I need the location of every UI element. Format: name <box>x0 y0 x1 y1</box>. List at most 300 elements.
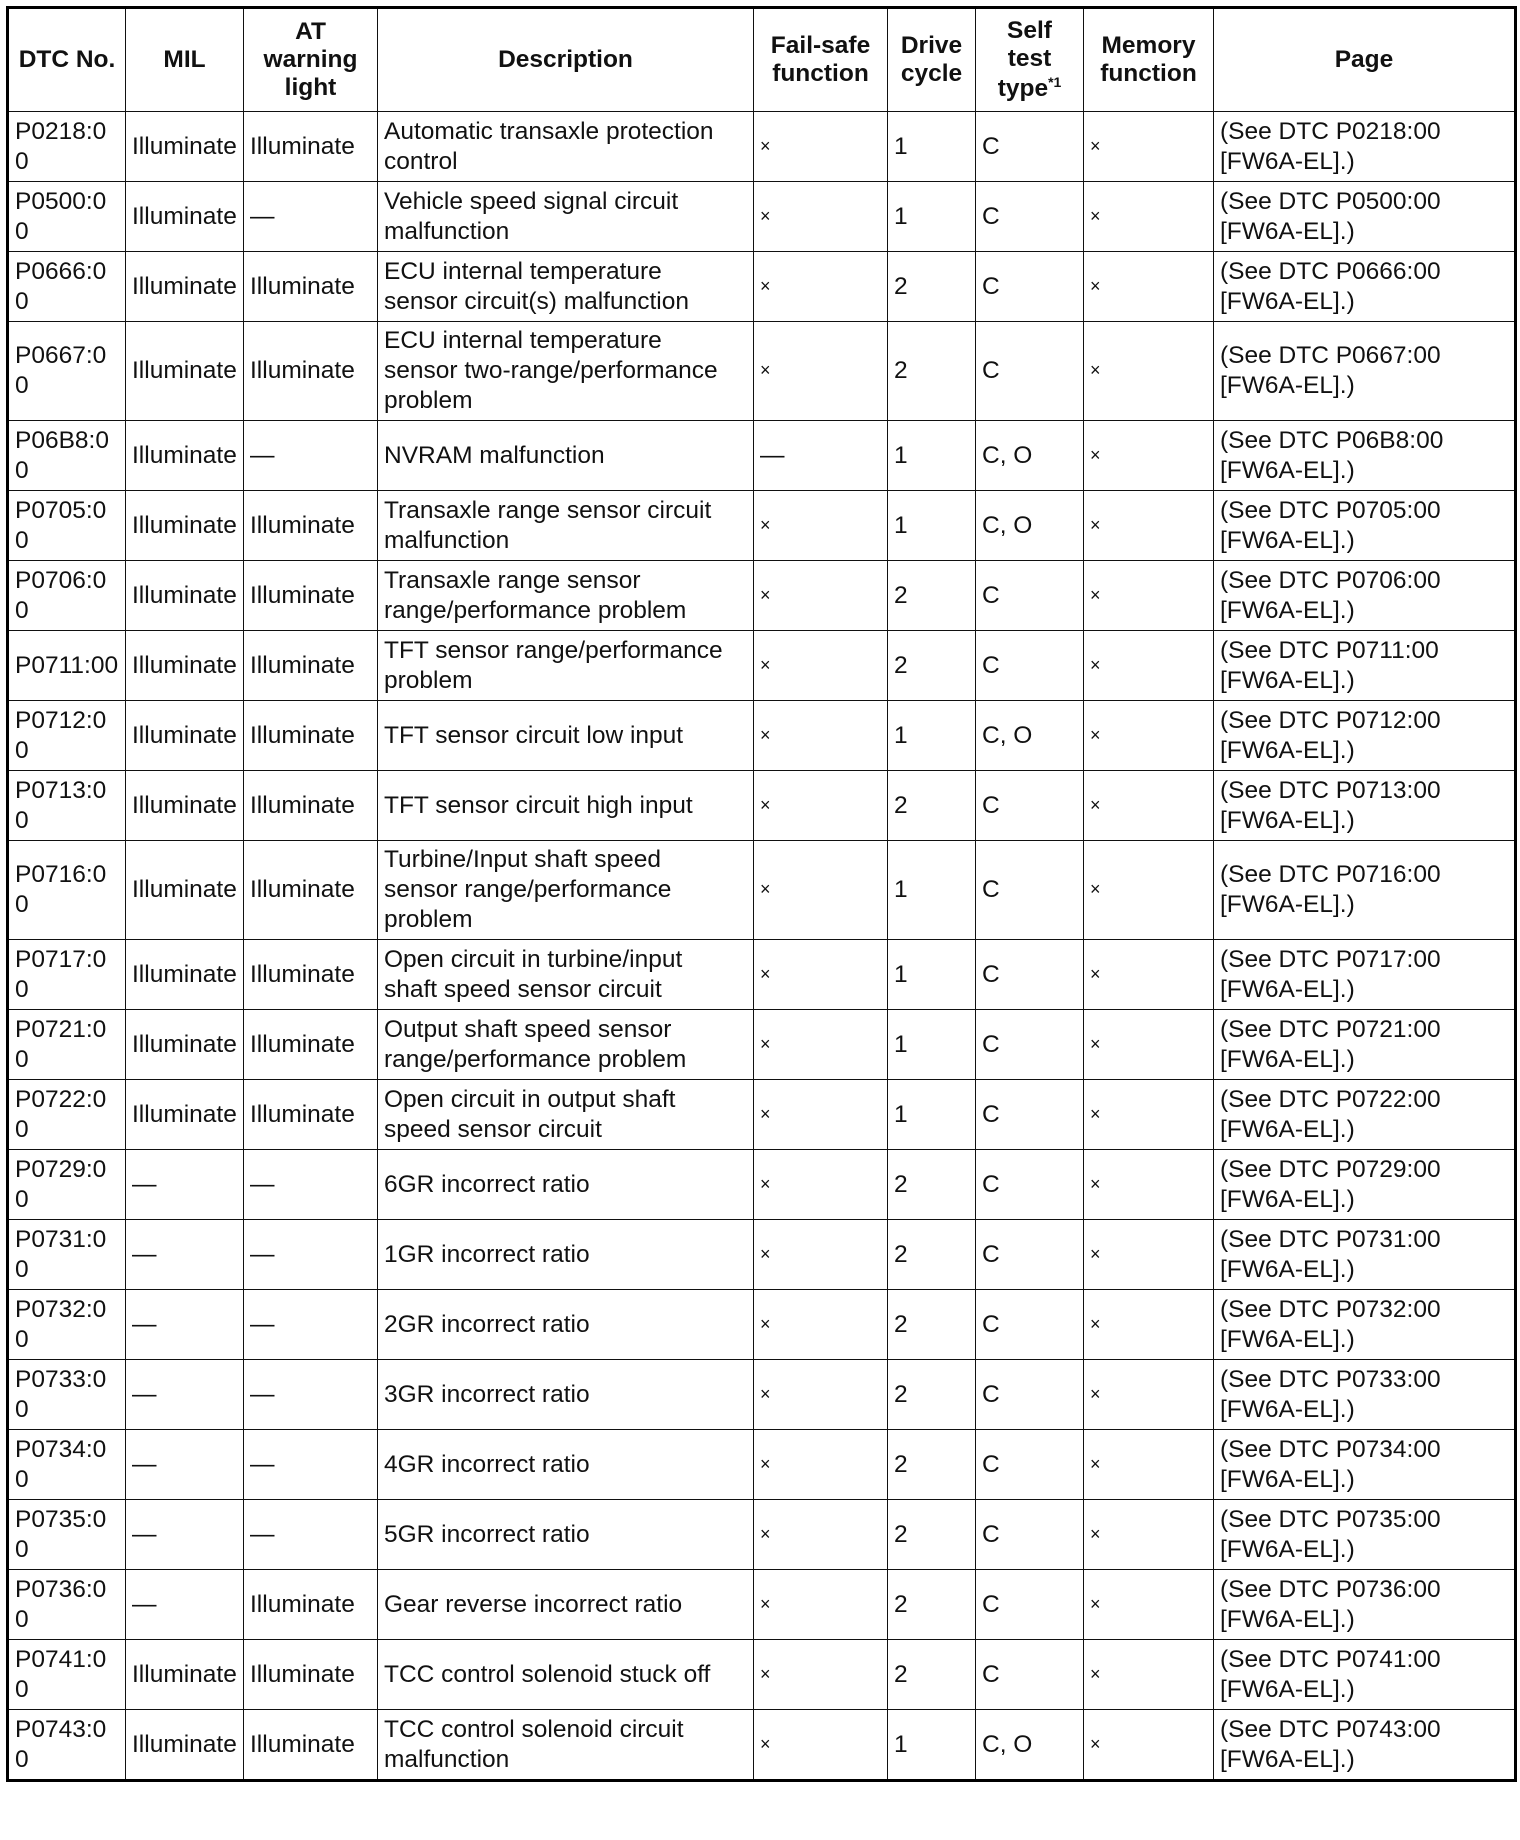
drive-cycle-cell: 1 <box>888 1710 976 1781</box>
page-reference-cell-line: [FW6A-EL].) <box>1220 147 1355 175</box>
drive-cycle-cell: 2 <box>888 322 976 421</box>
at-warning-light-cell: Illuminate <box>244 940 378 1010</box>
dtc-code-cell: P0500:00 <box>8 182 126 252</box>
drive-cycle-cell: 1 <box>888 701 976 771</box>
drive-cycle-cell: 2 <box>888 1430 976 1500</box>
at-warning-light-cell: — <box>244 1500 378 1570</box>
description-cell <box>378 1010 754 1080</box>
self-test-type-cell: C <box>976 1290 1084 1360</box>
description-cell-line: TCC control solenoid stuck off <box>384 1660 711 1688</box>
at-warning-light-cell: Illuminate <box>244 322 378 421</box>
description-cell-line: malfunction <box>384 217 510 245</box>
description-cell-line: 2GR incorrect ratio <box>384 1310 590 1338</box>
memory-function-cell: × <box>1084 771 1214 841</box>
page-reference-cell-line: [FW6A-EL].) <box>1220 1115 1355 1143</box>
at-warning-light-cell: Illuminate <box>244 841 378 940</box>
description-cell-line: speed sensor circuit <box>384 1115 602 1143</box>
table-row <box>8 1430 1516 1500</box>
dtc-code-cell: P0733:00 <box>8 1360 126 1430</box>
mil-cell: Illuminate <box>126 1640 244 1710</box>
at-warning-light-cell: — <box>244 1290 378 1360</box>
table-row <box>8 561 1516 631</box>
description-cell-line: Open circuit in output shaft <box>384 1085 676 1113</box>
page-reference-cell <box>1214 112 1516 182</box>
page-reference-cell <box>1214 1710 1516 1781</box>
description-cell-line: 5GR incorrect ratio <box>384 1520 590 1548</box>
page-reference-cell <box>1214 1360 1516 1430</box>
mil-cell: Illuminate <box>126 561 244 631</box>
drive-cycle-cell: 1 <box>888 182 976 252</box>
fail-safe-cell: × <box>754 1290 888 1360</box>
dtc-table-container <box>6 6 1514 1782</box>
description-cell <box>378 1150 754 1220</box>
at-warning-light-cell: Illuminate <box>244 252 378 322</box>
mil-cell: — <box>126 1570 244 1640</box>
description-cell-line: TCC control solenoid circuit <box>384 1715 684 1743</box>
drive-cycle-cell: 2 <box>888 561 976 631</box>
drive-cycle-cell: 2 <box>888 1570 976 1640</box>
memory-function-cell: × <box>1084 1360 1214 1430</box>
self-test-type-cell: C <box>976 1640 1084 1710</box>
page-reference-cell <box>1214 182 1516 252</box>
description-cell-line: problem <box>384 666 473 694</box>
page-reference-cell-line: [FW6A-EL].) <box>1220 975 1355 1003</box>
page-reference-cell-line: (See DTC P0729:00 <box>1220 1155 1441 1183</box>
description-cell-line: 4GR incorrect ratio <box>384 1450 590 1478</box>
fail-safe-cell: × <box>754 1360 888 1430</box>
page-reference-cell-line: (See DTC P0735:00 <box>1220 1505 1441 1533</box>
description-cell-line: ECU internal temperature <box>384 257 662 285</box>
at-warning-light-cell: Illuminate <box>244 1010 378 1080</box>
table-row <box>8 1010 1516 1080</box>
table-row <box>8 841 1516 940</box>
page-reference-cell-line: (See DTC P0721:00 <box>1220 1015 1441 1043</box>
memory-function-cell: × <box>1084 1150 1214 1220</box>
memory-function-cell: × <box>1084 1500 1214 1570</box>
fail-safe-cell: × <box>754 1220 888 1290</box>
page-reference-cell <box>1214 421 1516 491</box>
page-reference-cell-line: (See DTC P0722:00 <box>1220 1085 1441 1113</box>
page-reference-cell <box>1214 701 1516 771</box>
at-warning-light-cell: Illuminate <box>244 1080 378 1150</box>
memory-function-cell: × <box>1084 1080 1214 1150</box>
description-cell-line: Gear reverse incorrect ratio <box>384 1590 683 1618</box>
memory-function-cell: × <box>1084 1220 1214 1290</box>
mil-cell: Illuminate <box>126 252 244 322</box>
page-reference-cell <box>1214 322 1516 421</box>
mil-cell: Illuminate <box>126 421 244 491</box>
description-cell <box>378 491 754 561</box>
page-reference-cell-line: [FW6A-EL].) <box>1220 666 1355 694</box>
description-cell-line: Open circuit in turbine/input <box>384 945 683 973</box>
description-cell <box>378 940 754 1010</box>
table-row <box>8 631 1516 701</box>
fail-safe-cell: × <box>754 252 888 322</box>
self-test-type-cell: C <box>976 841 1084 940</box>
table-row <box>8 491 1516 561</box>
self-test-type-cell: C <box>976 1570 1084 1640</box>
table-row <box>8 182 1516 252</box>
at-warning-light-cell: Illuminate <box>244 1640 378 1710</box>
mil-cell: Illuminate <box>126 1710 244 1781</box>
page-reference-cell <box>1214 1640 1516 1710</box>
dtc-code-cell: P06B8:00 <box>8 421 126 491</box>
footnote-marker: *1 <box>1048 73 1062 90</box>
description-cell-line: sensor range/performance <box>384 876 672 904</box>
dtc-code-cell: P0711:00 <box>8 631 126 701</box>
mil-cell: Illuminate <box>126 491 244 561</box>
description-cell-line: range/performance problem <box>384 1045 687 1073</box>
mil-cell: Illuminate <box>126 1010 244 1080</box>
fail-safe-cell: × <box>754 1500 888 1570</box>
description-cell <box>378 1220 754 1290</box>
at-warning-light-cell: — <box>244 182 378 252</box>
fail-safe-cell: × <box>754 491 888 561</box>
mil-cell: Illuminate <box>126 182 244 252</box>
dtc-code-cell: P0729:00 <box>8 1150 126 1220</box>
dtc-code-cell: P0722:00 <box>8 1080 126 1150</box>
page-reference-cell-line: [FW6A-EL].) <box>1220 217 1355 245</box>
page-reference-cell <box>1214 1010 1516 1080</box>
table-row <box>8 1290 1516 1360</box>
table-row <box>8 1220 1516 1290</box>
self-test-type-cell: C <box>976 771 1084 841</box>
fail-safe-cell: × <box>754 1640 888 1710</box>
fail-safe-cell: × <box>754 940 888 1010</box>
page-reference-cell-line: (See DTC P0500:00 <box>1220 187 1441 215</box>
page-reference-cell-line: (See DTC P0706:00 <box>1220 566 1441 594</box>
mil-cell: Illuminate <box>126 631 244 701</box>
table-row <box>8 1360 1516 1430</box>
mil-cell: Illuminate <box>126 841 244 940</box>
description-cell-line: ECU internal temperature <box>384 327 662 355</box>
self-test-type-cell: C <box>976 182 1084 252</box>
header-memory-function: Memory function <box>1084 8 1214 112</box>
page-reference-cell-line: (See DTC P0716:00 <box>1220 861 1441 889</box>
description-cell <box>378 1360 754 1430</box>
page-reference-cell-line: [FW6A-EL].) <box>1220 1605 1355 1633</box>
header-page: Page <box>1214 8 1516 112</box>
mil-cell: — <box>126 1290 244 1360</box>
description-cell-line: range/performance problem <box>384 596 687 624</box>
table-row <box>8 1710 1516 1781</box>
header-description: Description <box>378 8 754 112</box>
description-cell <box>378 112 754 182</box>
drive-cycle-cell: 2 <box>888 1360 976 1430</box>
drive-cycle-cell: 2 <box>888 1500 976 1570</box>
drive-cycle-cell: 1 <box>888 421 976 491</box>
self-test-type-cell: C <box>976 112 1084 182</box>
dtc-code-cell: P0666:00 <box>8 252 126 322</box>
page-reference-cell-line: (See DTC P0717:00 <box>1220 945 1441 973</box>
table-row <box>8 771 1516 841</box>
drive-cycle-cell: 1 <box>888 940 976 1010</box>
self-test-type-cell: C <box>976 631 1084 701</box>
memory-function-cell: × <box>1084 182 1214 252</box>
mil-cell: — <box>126 1360 244 1430</box>
page-reference-cell-line: (See DTC P0741:00 <box>1220 1645 1441 1673</box>
page-reference-cell <box>1214 1220 1516 1290</box>
self-test-type-cell: C <box>976 1500 1084 1570</box>
memory-function-cell: × <box>1084 1570 1214 1640</box>
description-cell-line: Transaxle range sensor circuit <box>384 496 712 524</box>
page-reference-cell-line: [FW6A-EL].) <box>1220 1395 1355 1423</box>
description-cell-line: Turbine/Input shaft speed <box>384 846 661 874</box>
page-reference-cell-line: (See DTC P0712:00 <box>1220 706 1441 734</box>
description-cell-line: 3GR incorrect ratio <box>384 1380 590 1408</box>
page-reference-cell-line: [FW6A-EL].) <box>1220 1745 1355 1773</box>
description-cell-line: shaft speed sensor circuit <box>384 975 662 1003</box>
self-test-type-cell: C <box>976 1220 1084 1290</box>
memory-function-cell: × <box>1084 1430 1214 1500</box>
fail-safe-cell: — <box>754 421 888 491</box>
table-row <box>8 421 1516 491</box>
description-cell-line: TFT sensor circuit high input <box>384 791 693 819</box>
self-test-type-cell: C <box>976 1010 1084 1080</box>
at-warning-light-cell: Illuminate <box>244 491 378 561</box>
self-test-type-cell: C <box>976 322 1084 421</box>
dtc-code-cell: P0734:00 <box>8 1430 126 1500</box>
memory-function-cell: × <box>1084 841 1214 940</box>
at-warning-light-cell: Illuminate <box>244 1710 378 1781</box>
page-reference-cell-line: [FW6A-EL].) <box>1220 1255 1355 1283</box>
description-cell <box>378 252 754 322</box>
description-cell <box>378 701 754 771</box>
page-reference-cell-line: (See DTC P0218:00 <box>1220 117 1441 145</box>
page-reference-cell-line: (See DTC P0711:00 <box>1220 636 1439 664</box>
page-reference-cell-line: [FW6A-EL].) <box>1220 372 1355 399</box>
fail-safe-cell: × <box>754 322 888 421</box>
table-row <box>8 1150 1516 1220</box>
table-row <box>8 1080 1516 1150</box>
memory-function-cell: × <box>1084 631 1214 701</box>
description-cell <box>378 1640 754 1710</box>
page-reference-cell-line: [FW6A-EL].) <box>1220 456 1355 484</box>
dtc-code-cell: P0667:00 <box>8 322 126 421</box>
table-row <box>8 701 1516 771</box>
page-reference-cell <box>1214 491 1516 561</box>
fail-safe-cell: × <box>754 771 888 841</box>
drive-cycle-cell: 1 <box>888 491 976 561</box>
at-warning-light-cell: Illuminate <box>244 561 378 631</box>
drive-cycle-cell: 2 <box>888 1640 976 1710</box>
fail-safe-cell: × <box>754 1430 888 1500</box>
memory-function-cell: × <box>1084 1010 1214 1080</box>
table-row <box>8 1570 1516 1640</box>
page-reference-cell-line: (See DTC P0667:00 <box>1220 342 1441 370</box>
memory-function-cell: × <box>1084 112 1214 182</box>
page-reference-cell-line: [FW6A-EL].) <box>1220 1535 1355 1563</box>
page-reference-cell-line: (See DTC P0736:00 <box>1220 1575 1441 1603</box>
description-cell <box>378 1710 754 1781</box>
page-reference-cell-line: [FW6A-EL].) <box>1220 736 1355 764</box>
page-reference-cell-line: (See DTC P0731:00 <box>1220 1225 1441 1253</box>
memory-function-cell: × <box>1084 421 1214 491</box>
page-reference-cell <box>1214 940 1516 1010</box>
description-cell-line: 6GR incorrect ratio <box>384 1170 590 1198</box>
table-row <box>8 940 1516 1010</box>
table-row <box>8 322 1516 421</box>
at-warning-light-cell: — <box>244 1360 378 1430</box>
description-cell-line: problem <box>384 386 473 414</box>
description-cell-line: Transaxle range sensor <box>384 566 641 594</box>
self-test-type-cell: C, O <box>976 421 1084 491</box>
at-warning-light-cell: — <box>244 1220 378 1290</box>
description-cell <box>378 421 754 491</box>
dtc-code-cell: P0732:00 <box>8 1290 126 1360</box>
page-reference-cell <box>1214 1290 1516 1360</box>
page-reference-cell <box>1214 631 1516 701</box>
fail-safe-cell: × <box>754 701 888 771</box>
description-cell <box>378 841 754 940</box>
page-reference-cell <box>1214 1150 1516 1220</box>
self-test-type-cell: C <box>976 940 1084 1010</box>
header-at-warning-light: AT warning light <box>244 8 378 112</box>
dtc-table <box>6 6 1517 1782</box>
memory-function-cell: × <box>1084 1640 1214 1710</box>
page-reference-cell-line: [FW6A-EL].) <box>1220 1045 1355 1073</box>
fail-safe-cell: × <box>754 841 888 940</box>
page-reference-cell-line: [FW6A-EL].) <box>1220 526 1355 554</box>
fail-safe-cell: × <box>754 112 888 182</box>
at-warning-light-cell: — <box>244 1430 378 1500</box>
at-warning-light-cell: Illuminate <box>244 771 378 841</box>
drive-cycle-cell: 1 <box>888 841 976 940</box>
memory-function-cell: × <box>1084 940 1214 1010</box>
memory-function-cell: × <box>1084 561 1214 631</box>
page-reference-cell-line: [FW6A-EL].) <box>1220 1185 1355 1213</box>
mil-cell: Illuminate <box>126 112 244 182</box>
drive-cycle-cell: 2 <box>888 1290 976 1360</box>
self-test-type-cell: C <box>976 1080 1084 1150</box>
dtc-code-cell: P0743:00 <box>8 1710 126 1781</box>
page-reference-cell <box>1214 841 1516 940</box>
page-reference-cell <box>1214 771 1516 841</box>
description-cell <box>378 1500 754 1570</box>
at-warning-light-cell: — <box>244 1150 378 1220</box>
description-cell-line: TFT sensor range/performance <box>384 636 723 664</box>
drive-cycle-cell: 1 <box>888 1010 976 1080</box>
page-reference-cell <box>1214 561 1516 631</box>
page-reference-cell-line: [FW6A-EL].) <box>1220 891 1355 918</box>
dtc-code-cell: P0717:00 <box>8 940 126 1010</box>
drive-cycle-cell: 2 <box>888 771 976 841</box>
self-test-type-cell: C <box>976 561 1084 631</box>
description-cell-line: sensor two-range/performance <box>384 357 718 385</box>
mil-cell: Illuminate <box>126 940 244 1010</box>
description-cell-line: 1GR incorrect ratio <box>384 1240 590 1268</box>
drive-cycle-cell: 1 <box>888 1080 976 1150</box>
self-test-type-cell: C, O <box>976 491 1084 561</box>
dtc-code-cell: P0712:00 <box>8 701 126 771</box>
at-warning-light-cell: Illuminate <box>244 701 378 771</box>
description-cell-line: sensor circuit(s) malfunction <box>384 287 689 315</box>
self-test-type-cell: C <box>976 252 1084 322</box>
table-row <box>8 252 1516 322</box>
description-cell-line: Automatic transaxle protection <box>384 117 714 145</box>
description-cell-line: control <box>384 147 458 175</box>
dtc-code-cell: P0706:00 <box>8 561 126 631</box>
at-warning-light-cell: — <box>244 421 378 491</box>
at-warning-light-cell: Illuminate <box>244 631 378 701</box>
self-test-type-cell: C <box>976 1430 1084 1500</box>
page-reference-cell-line: [FW6A-EL].) <box>1220 1675 1355 1703</box>
fail-safe-cell: × <box>754 1010 888 1080</box>
drive-cycle-cell: 2 <box>888 252 976 322</box>
page-reference-cell <box>1214 1570 1516 1640</box>
table-row <box>8 112 1516 182</box>
self-test-type-cell: C, O <box>976 701 1084 771</box>
mil-cell: — <box>126 1430 244 1500</box>
dtc-code-cell: P0735:00 <box>8 1500 126 1570</box>
fail-safe-cell: × <box>754 1710 888 1781</box>
memory-function-cell: × <box>1084 252 1214 322</box>
description-cell-line: malfunction <box>384 526 510 554</box>
header-mil: MIL <box>126 8 244 112</box>
description-cell <box>378 1080 754 1150</box>
description-cell-line: Vehicle speed signal circuit <box>384 187 679 215</box>
description-cell <box>378 631 754 701</box>
page-reference-cell-line: (See DTC P0733:00 <box>1220 1365 1441 1393</box>
fail-safe-cell: × <box>754 182 888 252</box>
memory-function-cell: × <box>1084 491 1214 561</box>
page-reference-cell-line: (See DTC P0705:00 <box>1220 496 1441 524</box>
header-row <box>8 8 1516 112</box>
page-reference-cell <box>1214 1430 1516 1500</box>
table-row <box>8 1640 1516 1710</box>
memory-function-cell: × <box>1084 701 1214 771</box>
description-cell-line: TFT sensor circuit low input <box>384 721 684 749</box>
fail-safe-cell: × <box>754 1080 888 1150</box>
page-reference-cell-line: [FW6A-EL].) <box>1220 287 1355 315</box>
page-reference-cell-line: [FW6A-EL].) <box>1220 806 1355 834</box>
description-cell-line: problem <box>384 905 473 933</box>
dtc-table-body <box>8 112 1516 1781</box>
dtc-code-cell: P0218:00 <box>8 112 126 182</box>
description-cell <box>378 182 754 252</box>
description-cell-line: NVRAM malfunction <box>384 441 605 469</box>
header-fail-safe: Fail-safe function <box>754 8 888 112</box>
page-reference-cell-line: (See DTC P0666:00 <box>1220 257 1441 285</box>
description-cell <box>378 1570 754 1640</box>
dtc-code-cell: P0705:00 <box>8 491 126 561</box>
description-cell-line: malfunction <box>384 1745 510 1773</box>
dtc-code-cell: P0721:00 <box>8 1010 126 1080</box>
mil-cell: Illuminate <box>126 1080 244 1150</box>
header-drive-cycle: Drive cycle <box>888 8 976 112</box>
header-dtc: DTC No. <box>8 8 126 112</box>
description-cell <box>378 322 754 421</box>
page-reference-cell-line: [FW6A-EL].) <box>1220 1325 1355 1353</box>
memory-function-cell: × <box>1084 1290 1214 1360</box>
page-reference-cell <box>1214 1500 1516 1570</box>
page-reference-cell-line: (See DTC P0713:00 <box>1220 776 1441 804</box>
drive-cycle-cell: 1 <box>888 112 976 182</box>
description-cell <box>378 1430 754 1500</box>
page-reference-cell-line: (See DTC P0734:00 <box>1220 1435 1441 1463</box>
at-warning-light-cell: Illuminate <box>244 1570 378 1640</box>
description-cell <box>378 561 754 631</box>
fail-safe-cell: × <box>754 631 888 701</box>
table-row <box>8 1500 1516 1570</box>
at-warning-light-cell: Illuminate <box>244 112 378 182</box>
page-reference-cell-line: (See DTC P06B8:00 <box>1220 426 1444 454</box>
mil-cell: Illuminate <box>126 771 244 841</box>
drive-cycle-cell: 2 <box>888 1220 976 1290</box>
dtc-code-cell: P0731:00 <box>8 1220 126 1290</box>
page-reference-cell-line: [FW6A-EL].) <box>1220 1465 1355 1493</box>
drive-cycle-cell: 2 <box>888 631 976 701</box>
